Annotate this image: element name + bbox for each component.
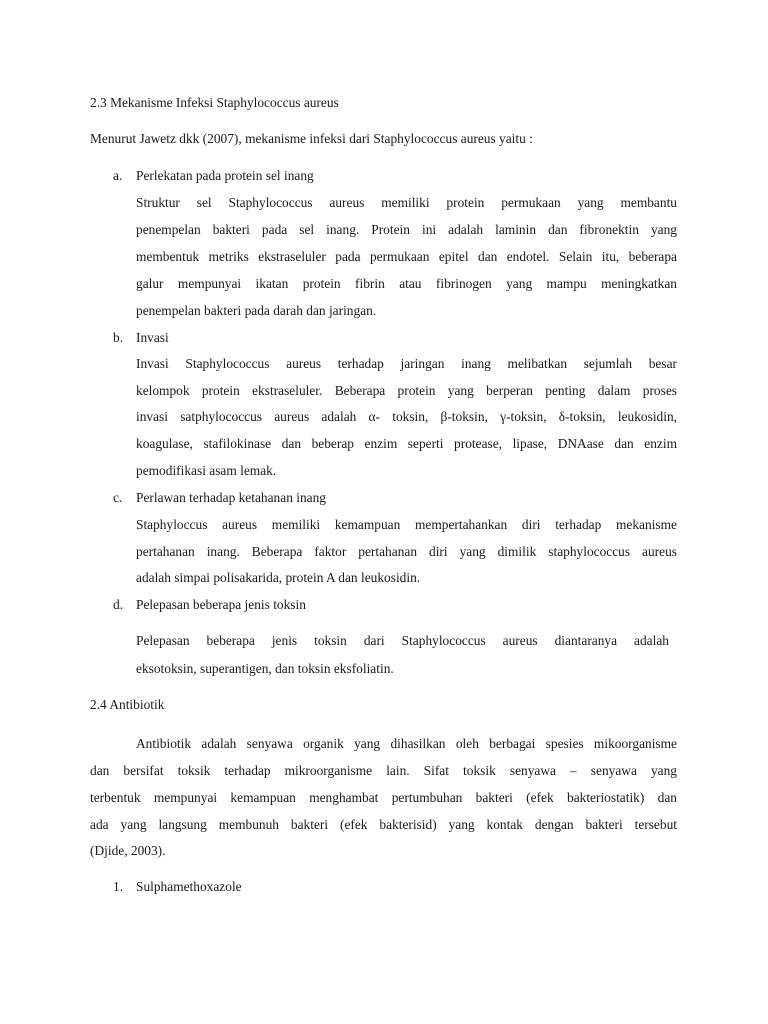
list-marker: 1. [113, 879, 124, 894]
paragraph-line: invasi satphylococcus aureus adalah α- toksin, β-toksin, γ-toksin, δ-toksin, leukosidin, [136, 409, 677, 424]
paragraph-line: adalah simpai polisakarida, protein A dan leukosidin. [136, 570, 421, 585]
list-marker: a. [113, 168, 123, 183]
paragraph-line: ada yang langsung membunuh bakteri (efek bakterisid) yang kontak dengan bakteri tersebut [90, 817, 677, 832]
paragraph-line: Antibiotik adalah senyawa organik yang dihasilkan oleh berbagai spesies mikoorganisme [136, 736, 677, 751]
paragraph-line: penempelan bakteri pada darah dan jaringan. [136, 303, 377, 318]
paragraph-line: membentuk metriks ekstraseluler pada permukaan epitel dan endotel. Selain itu, beberapa [136, 249, 677, 264]
paragraph-line: koagulase, stafilokinase dan beberap enzim seperti protease, lipase, DNAase dan enzim [136, 436, 677, 451]
paragraph-line: galur mempunyai ikatan protein fibrin atau fibrinogen yang mampu meningkatkan [136, 276, 677, 291]
list-item-title: Sulphamethoxazole [136, 879, 242, 894]
paragraph-line: kelompok protein ekstraseluler. Beberapa protein yang berperan penting dalam proses [136, 383, 677, 398]
list-marker: d. [113, 597, 124, 612]
list-item-title: Invasi [136, 330, 169, 345]
paragraph-line: Pelepasan beberapa jenis toksin dari Staphylococcus aureus diantaranya adalah [136, 633, 669, 648]
paragraph-line: Struktur sel Staphylococcus aureus memiliki protein permukaan yang membantu [136, 195, 677, 210]
paragraph-line: terbentuk mempunyai kemampuan menghambat pertumbuhan bakteri (efek bakteriostatik) dan [90, 790, 677, 805]
list-item-title: Perlawan terhadap ketahanan inang [136, 490, 326, 505]
paragraph-line: penempelan bakteri pada sel inang. Protein ini adalah laminin dan fibronektin yang [136, 222, 677, 237]
paragraph-line: eksotoksin, superantigen, dan toksin eksfoliatin. [136, 661, 394, 676]
section-intro: Menurut Jawetz dkk (2007), mekanisme infeksi dari Staphylococcus aureus yaitu : [90, 131, 533, 146]
list-item-title: Perlekatan pada protein sel inang [136, 168, 314, 183]
list-marker: c. [113, 490, 123, 505]
section-heading: 2.3 Mekanisme Infeksi Staphylococcus aureus [90, 95, 339, 110]
paragraph-line: Staphyloccus aureus memiliki kemampuan mempertahankan diri terhadap mekanisme [136, 517, 677, 532]
paragraph-line: pemodifikasi asam lemak. [136, 463, 277, 478]
paragraph-line: Invasi Staphylococcus aureus terhadap jaringan inang melibatkan sejumlah besar [136, 356, 677, 371]
section-heading: 2.4 Antibiotik [90, 697, 165, 712]
paragraph-line: (Djide, 2003). [90, 843, 166, 858]
paragraph-line: dan bersifat toksik terhadap mikroorganisme lain. Sifat toksik senyawa – senyawa yang [90, 763, 677, 778]
paragraph-line: pertahanan inang. Beberapa faktor pertahanan diri yang dimilik staphylococcus aureus [136, 544, 677, 559]
list-item-title: Pelepasan beberapa jenis toksin [136, 597, 306, 612]
list-marker: b. [113, 330, 124, 345]
